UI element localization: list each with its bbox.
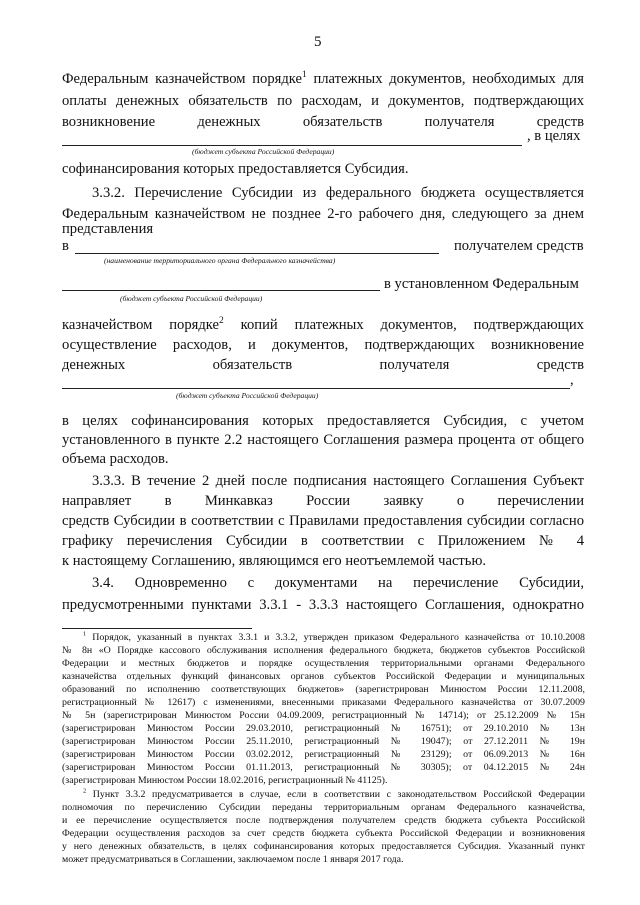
footnote-ref-2: 2 — [218, 316, 224, 327]
text: казначейством порядке — [62, 317, 219, 333]
footnote-mark: 1 — [83, 630, 87, 638]
footnote-line: № 5н (зарегистрирован Минюстом России 04.09.2009, регистрационный № 14714); от 25.12.2009 № 15н — [62, 710, 585, 721]
text: платежных документов, необходимых для — [306, 71, 585, 87]
footnote-line — [83, 789, 585, 801]
footnote-mark: 2 — [83, 787, 87, 795]
fill-in-line — [75, 253, 439, 254]
paragraph-line-end: в установленном Федеральным — [384, 276, 579, 292]
footnote-line: (зарегистрирован Минюстом России 29.03.2010, регистрационный № 16751); от 29.10.2010 № 13н — [62, 723, 585, 734]
paragraph-line: установленного в пункте 2.2 настоящего Соглашения размера процента от общего — [62, 432, 584, 448]
footnote-separator — [62, 628, 252, 629]
text: Пункт 3.3.2 предусматривается в случае, если в соответствии с законодательством Российской Федерации — [86, 789, 585, 800]
paragraph-line: графику перечисления Субсидии в соответствии с Приложением № 4 — [62, 533, 584, 549]
footnote-line: Федерации осуществления расходов за счет средств бюджета субъекта Российской Федерации и возникновения — [62, 828, 585, 839]
footnote-line: Федерации и местных бюджетов и порядке осуществления территориальными органами Федерального — [62, 658, 585, 669]
paragraph-line-end: , в целях — [527, 128, 581, 144]
footnote-line: регистрационный № 12617) с изменениями, внесенными приказами Федерального казначейства от 30.07.2009 — [62, 697, 585, 708]
paragraph-line: к настоящему Соглашению, являющимся его неотъемлемой частью. — [62, 553, 487, 569]
fill-in-line — [62, 290, 380, 291]
paragraph-line: в целях софинансирования которых предоставляется Субсидия, с учетом — [62, 413, 584, 429]
footnote-line: казначейства отдельных функций финансовых органов субъектов Российской Федерации и муниципальных — [62, 671, 585, 682]
text: Федеральным казначейством порядке — [62, 71, 302, 87]
paragraph-line-end: получателем средств — [454, 238, 584, 254]
footnote-line: (зарегистрирован Минюстом России 01.11.2013, регистрационный № 30305); от 04.12.2015 № 24н — [62, 762, 585, 773]
paragraph-line: денежных обязательств получателя средств — [62, 357, 584, 373]
footnote-line: (зарегистрирован Минюстом России 03.02.2012, регистрационный № 23129); от 06.09.2013 № 16н — [62, 749, 585, 760]
paragraph-line: осуществление расходов, и документов, подтверждающих возникновение — [62, 337, 584, 353]
paragraph-line-start: в — [62, 238, 69, 254]
field-caption: (бюджет субъекта Российской Федерации) — [192, 147, 335, 156]
footnote-line: и ее перечисление осуществляется после подтверждения получателем средств бюджета субъекта Российской — [62, 815, 585, 826]
footnote-line: у него денежных обязательств, в целях софинансирования которых предоставляется Субсидия. Указанный пункт — [62, 841, 585, 852]
paragraph-line: направляет в Минкавказ России заявку о перечислении — [62, 493, 584, 509]
paragraph-line — [62, 70, 584, 88]
paragraph-line: Федеральным казначейством не позднее 2-го рабочего дня, следующего за днем — [62, 206, 584, 222]
paragraph-line: оплаты денежных обязательств по расходам, и документов, подтверждающих — [62, 93, 584, 109]
field-caption: (наименование территориального органа Федерального казначейства) — [104, 256, 336, 265]
footnote-ref-1: 1 — [301, 70, 307, 81]
paragraph-line: 3.3.3. В течение 2 дней после подписания настоящего Соглашения Субъект — [92, 473, 584, 489]
footnote-line: (зарегистрирован Минюстом России 25.11.2010, регистрационный № 19047); от 27.12.2011 № 19н — [62, 736, 585, 747]
field-caption: (бюджет субъекта Российской Федерации) — [176, 391, 319, 400]
paragraph-line: предусмотренными пунктами 3.3.1 - 3.3.3 настоящего Соглашения, однократно — [62, 597, 584, 613]
paragraph-line: софинансирования которых предоставляется Субсидия. — [62, 161, 409, 177]
paragraph-line: представления — [62, 221, 154, 237]
footnote-line: полномочия по перечислению Субсидии переданы территориальным органам Федерального казначейства, — [62, 802, 585, 813]
page-number: 5 — [314, 34, 322, 50]
paragraph-line: 3.4. Одновременно с документами на перечисление Субсидии, — [92, 575, 584, 591]
text: копий платежных документов, подтверждающих — [223, 317, 584, 333]
paragraph-line-end: , — [570, 372, 574, 388]
footnote-line: (зарегистрирован Минюстом России 18.02.2016, регистрационный № 41125). — [62, 775, 388, 786]
paragraph-line — [62, 316, 584, 334]
field-caption: (бюджет субъекта Российской Федерации) — [120, 294, 263, 303]
text: Порядок, указанный в пунктах 3.3.1 и 3.3.2, утвержден приказом Федерального казначейства от 10.10.2008 — [86, 632, 585, 643]
paragraph-line: объема расходов. — [62, 451, 169, 467]
paragraph-line: средств Субсидии в соответствии с Правилами предоставления субсидии согласно — [62, 513, 584, 529]
paragraph-line: возникновение денежных обязательств получателя средств — [62, 114, 584, 130]
fill-in-line — [62, 145, 522, 146]
footnote-line: № 8н «О Порядке кассового обслуживания исполнения федерального бюджета, бюджетов субъектов Российской — [62, 645, 585, 656]
footnote-line: может предусматриваться в Соглашении, заключаемом после 1 января 2017 года. — [62, 854, 404, 865]
fill-in-line — [62, 388, 570, 389]
footnote-line: образований по исполнению соответствующих бюджетов» (зарегистрирован Минюстом России 12.11.2008, — [62, 684, 585, 695]
footnote-line — [83, 632, 585, 644]
paragraph-line: 3.3.2. Перечисление Субсидии из федерального бюджета осуществляется — [92, 185, 584, 201]
